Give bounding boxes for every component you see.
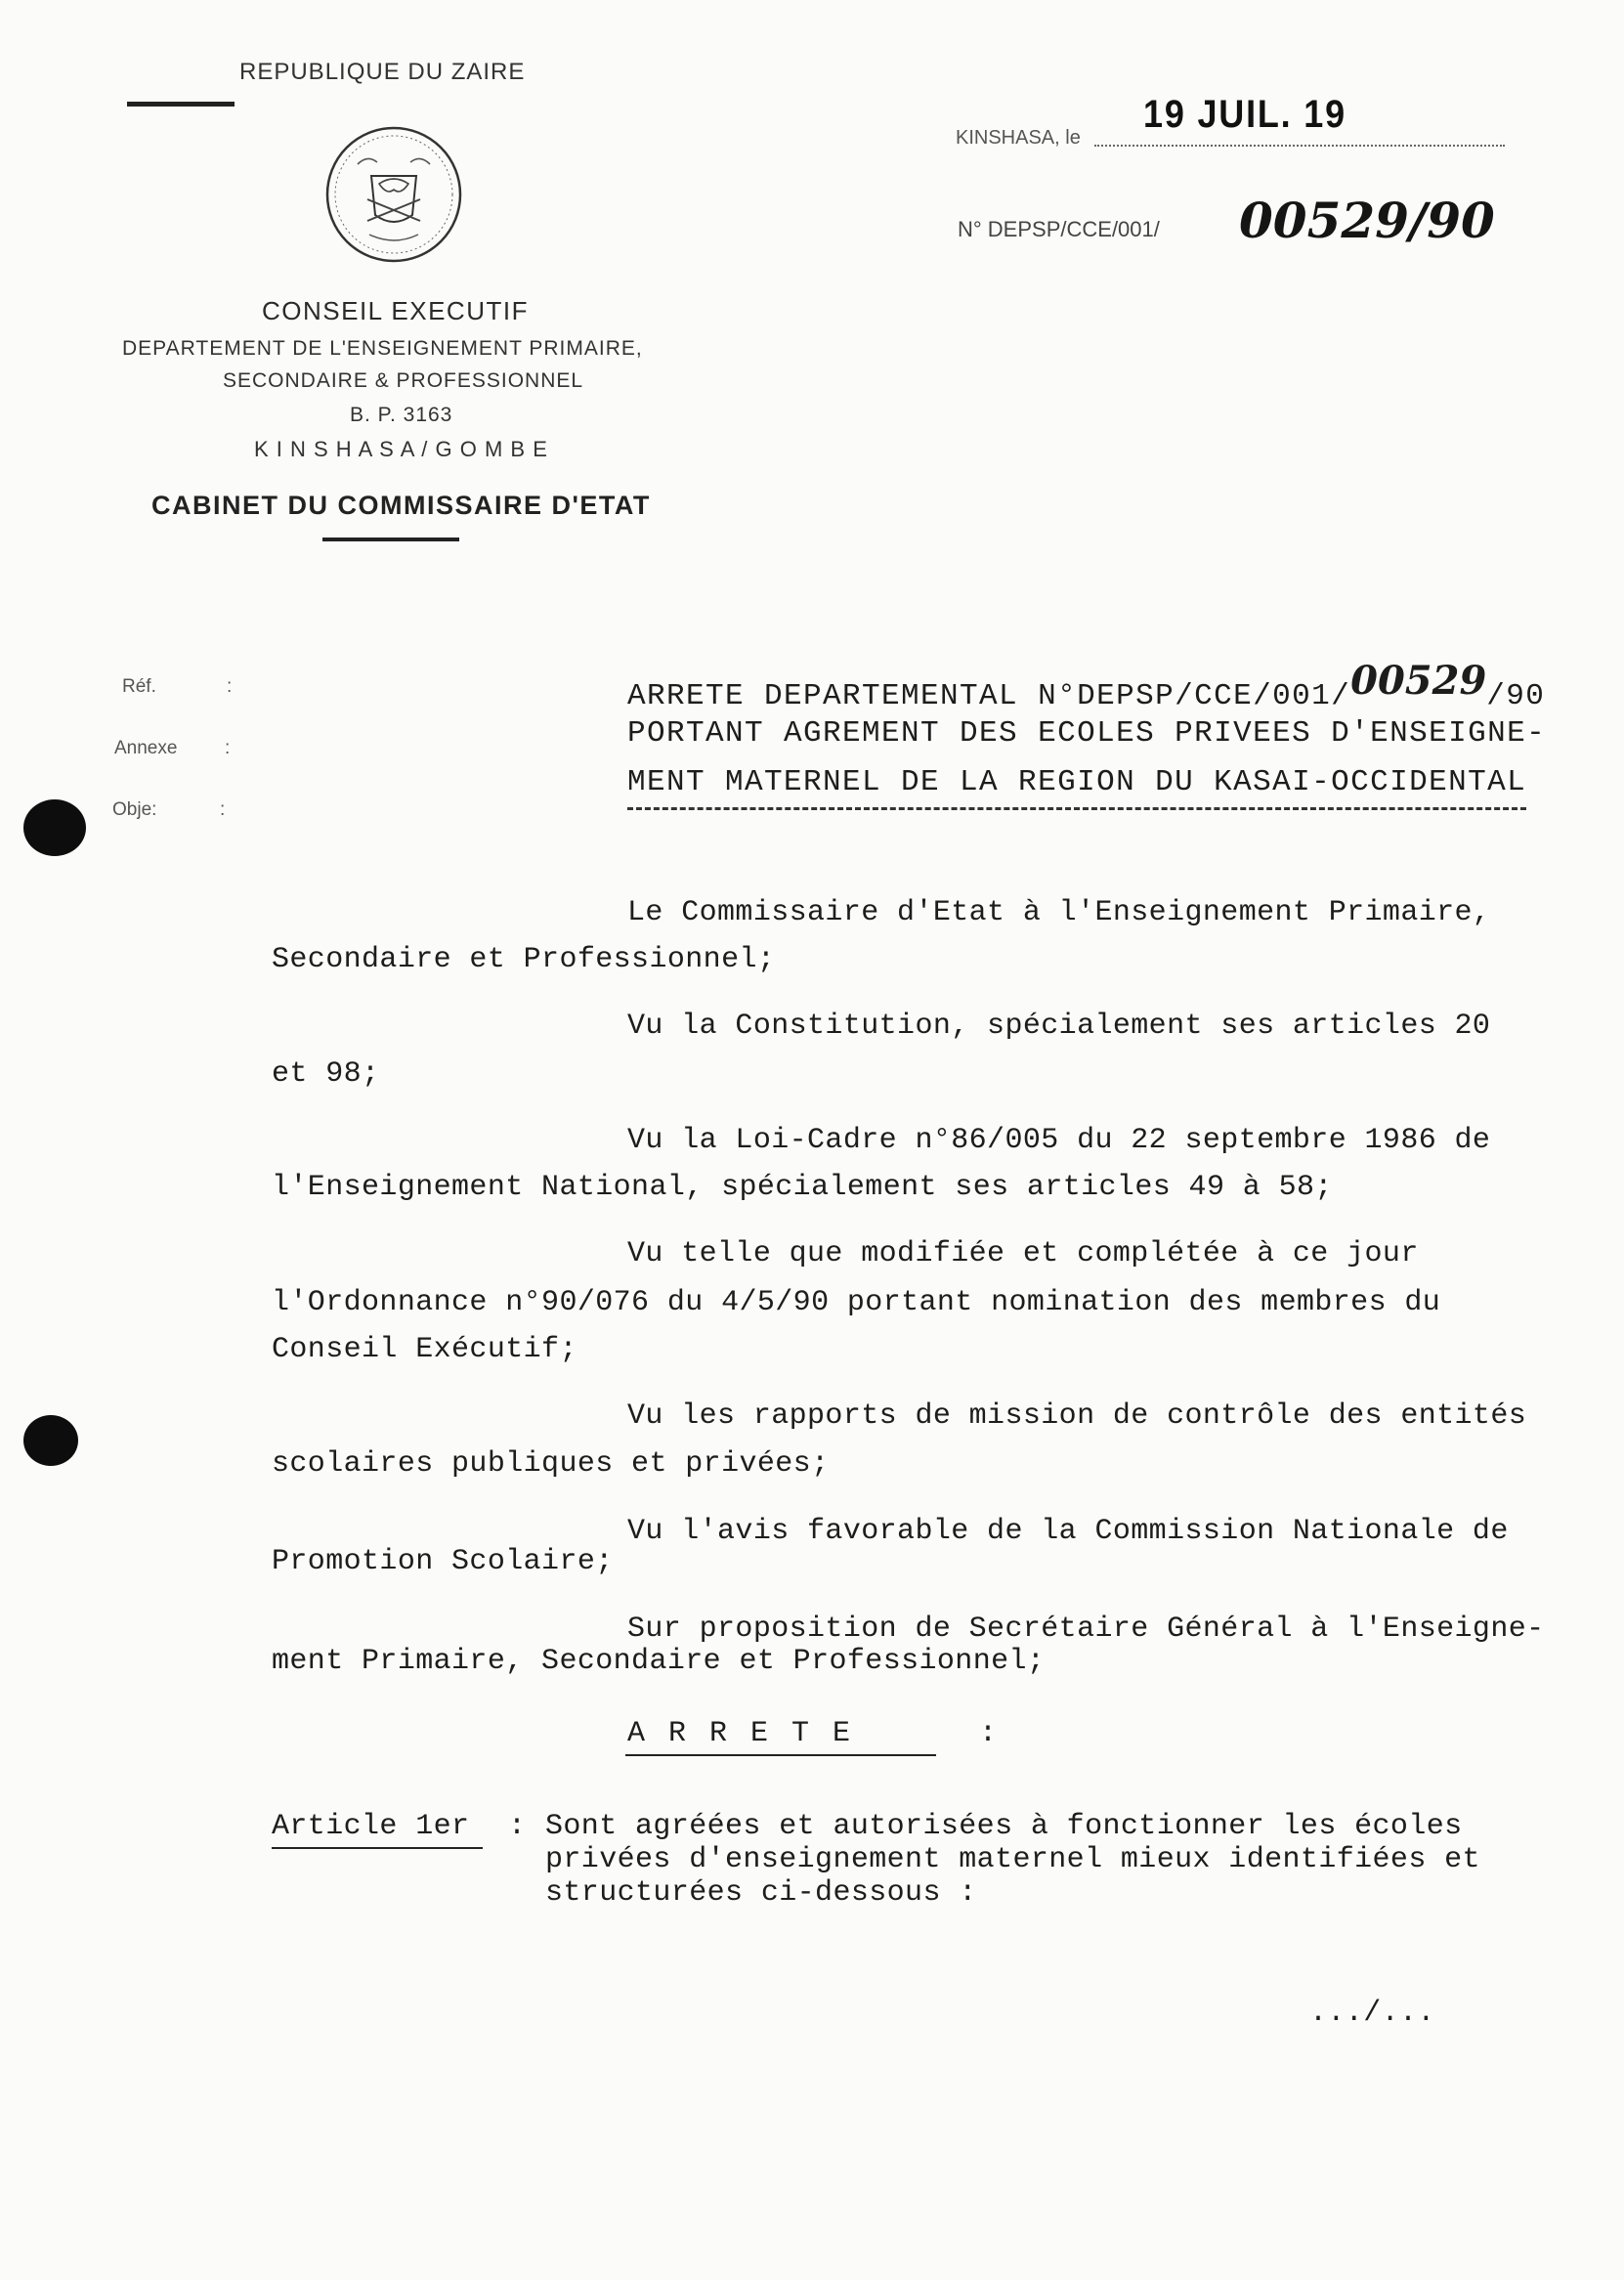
republic-name: REPUBLIQUE DU ZAIRE: [239, 59, 526, 85]
annexe-label: Annexe: [114, 738, 178, 758]
cabinet-underline: [322, 538, 459, 541]
department-line-2: SECONDAIRE & PROFESSIONNEL: [223, 369, 584, 392]
title-underline: [627, 807, 1526, 810]
preamble-1-first: Vu la Constitution, spécialement ses articles 20: [627, 1010, 1491, 1043]
continuation-mark: .../...: [1309, 1997, 1435, 2030]
place-label: KINSHASA, le: [956, 127, 1081, 149]
punch-hole-mark: [23, 799, 86, 856]
council-name: CONSEIL EXECUTIF: [262, 296, 529, 325]
article-1-underline: [272, 1847, 483, 1849]
objet-colon: :: [220, 799, 226, 820]
date-dotted-line: [1094, 145, 1505, 147]
decree-colon: :: [979, 1717, 998, 1750]
title-suffix: /90: [1486, 679, 1546, 713]
preamble-2-first: Vu la Loi-Cadre n°86/005 du 22 septembre 1986 de: [627, 1124, 1491, 1157]
title-line-3: MENT MATERNEL DE LA REGION DU KASAI-OCCIDENTAL: [627, 765, 1527, 799]
preamble-1-rest-0: et 98;: [272, 1057, 380, 1091]
ink-stroke: [127, 102, 235, 107]
preamble-0-first: Le Commissaire d'Etat à l'Enseignement Primaire,: [627, 896, 1491, 929]
date-stamp: 19 JUIL. 19: [1143, 93, 1346, 136]
article-1-line-1: privées d'enseignement maternel mieux identifiées et: [545, 1843, 1480, 1876]
handwritten-title-number: 00529: [1350, 658, 1487, 704]
objet-label: Obje:: [112, 799, 157, 820]
preamble-4-rest-0: scolaires publiques et privées;: [272, 1447, 830, 1481]
title-prefix: ARRETE DEPARTEMENTAL N°DEPSP/CCE/001/: [627, 679, 1351, 713]
decree-heading: A R R E T E: [627, 1717, 854, 1750]
punch-hole-mark: [23, 1415, 78, 1466]
ref-label: Réf.: [122, 676, 156, 697]
preamble-5-rest-0: Promotion Scolaire;: [272, 1545, 614, 1578]
preamble-3-rest-1: Conseil Exécutif;: [272, 1333, 577, 1366]
handwritten-reference: 00529/90: [1239, 192, 1495, 249]
article-1-colon: :: [508, 1810, 527, 1843]
preamble-0-rest-0: Secondaire et Professionnel;: [272, 943, 776, 976]
po-box: B. P. 3163: [350, 404, 453, 426]
national-seal-icon: [321, 125, 467, 264]
department-line-1: DEPARTEMENT DE L'ENSEIGNEMENT PRIMAIRE,: [122, 337, 643, 360]
preamble-4-first: Vu les rapports de mission de contrôle des entités: [627, 1399, 1527, 1433]
reference-prefix: N° DEPSP/CCE/001/: [958, 217, 1160, 241]
preamble-2-rest-0: l'Enseignement National, spécialement ses articles 49 à 58;: [272, 1171, 1333, 1204]
cabinet-name: CABINET DU COMMISSAIRE D'ETAT: [151, 491, 651, 520]
decree-underline: [625, 1754, 936, 1756]
preamble-5-first: Vu l'avis favorable de la Commission Nationale de: [627, 1515, 1509, 1548]
article-1-line-0: Sont agréées et autorisées à fonctionner les écoles: [545, 1810, 1463, 1843]
preamble-3-first: Vu telle que modifiée et complétée à ce jour: [627, 1237, 1419, 1270]
article-1-line-2: structurées ci-dessous :: [545, 1876, 977, 1910]
preamble-6-first: Sur proposition de Secrétaire Général à l'Enseigne-: [627, 1613, 1545, 1646]
city-name: K I N S H A S A / G O M B E: [254, 437, 548, 461]
article-1-label: Article 1er: [272, 1810, 470, 1843]
annexe-colon: :: [225, 738, 231, 758]
preamble-6-rest-0: ment Primaire, Secondaire et Professionnel;: [272, 1645, 1046, 1678]
title-line-2: PORTANT AGREMENT DES ECOLES PRIVEES D'ENSEIGNE-: [627, 716, 1547, 751]
title-line-1: [627, 658, 1546, 713]
preamble-3-rest-0: l'Ordonnance n°90/076 du 4/5/90 portant nomination des membres du: [272, 1286, 1441, 1319]
ref-colon: :: [227, 676, 233, 697]
